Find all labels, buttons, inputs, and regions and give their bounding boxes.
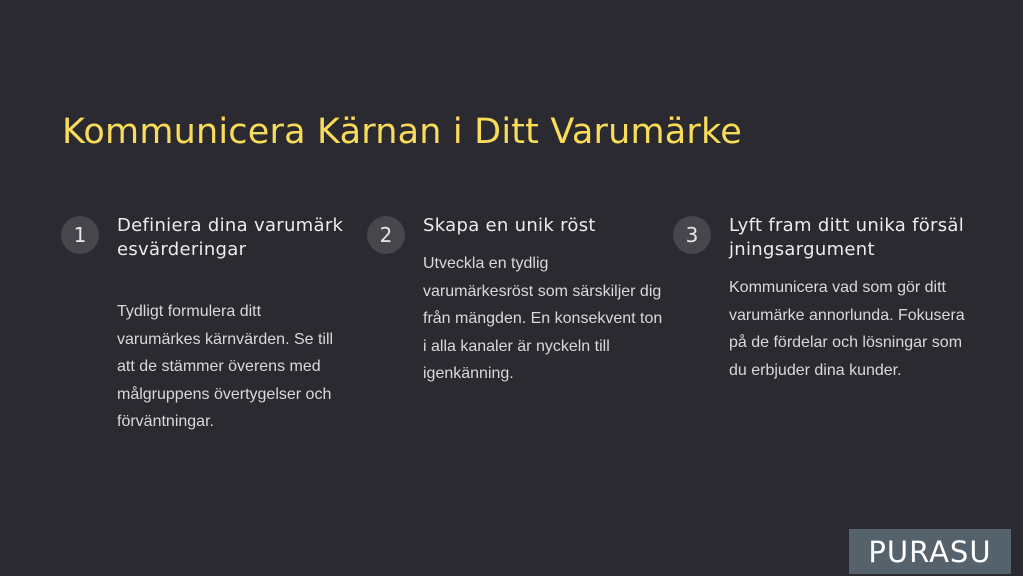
step-description: Tydligt formulera ditt varumärkes kärnvärden. Se till att de stämmer överens med målgruppens övertygelser och förväntningar. <box>117 303 334 430</box>
step-description: Kommunicera vad som gör ditt varumärke annorlunda. Fokusera på de fördelar och lösningar som du erbjuder dina kunder. <box>729 279 965 379</box>
step-heading: Lyft fram ditt unika försäljningsargument <box>729 215 965 260</box>
step-number-badge: 3 <box>673 216 711 254</box>
brand-logo: PURASU <box>849 529 1011 574</box>
step-number-badge: 1 <box>61 216 99 254</box>
step-heading: Definiera dina varumärkesvärderingar <box>117 215 344 260</box>
step-description: Utveckla en tydlig varumärkesröst som särskiljer dig från mängden. En konsekvent ton i alla kanaler är nyckeln till igenkänning. <box>423 255 663 382</box>
step-heading: Skapa en unik röst <box>423 215 596 236</box>
step-number-badge: 2 <box>367 216 405 254</box>
slide-title: Kommunicera Kärnan i Ditt Varumärke <box>62 112 742 152</box>
